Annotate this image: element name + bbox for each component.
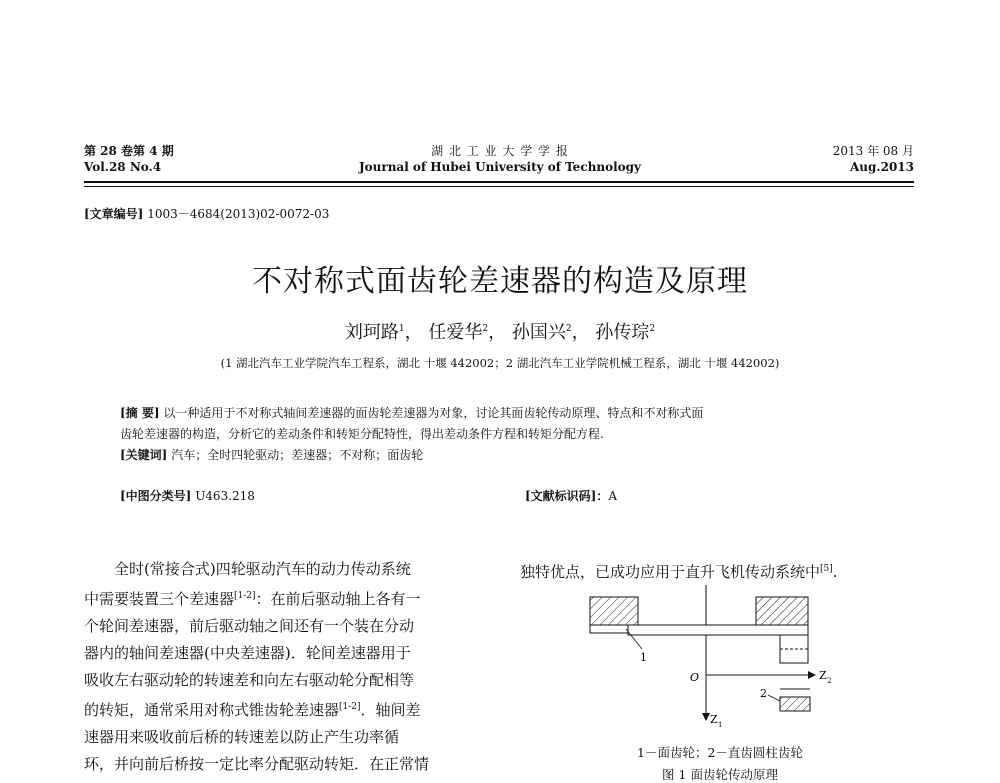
figure-label-z2-sub: 2 [827, 677, 832, 685]
abstract-text: 以一种适用于不对称式轴间差速器的面齿轮差速器为对象，讨论其面齿轮传动原理、特点和不对称式面 [163, 406, 704, 420]
figure-caption: 图 1 面齿轮传动原理 [662, 767, 778, 782]
author-separator: ， [571, 322, 590, 343]
body-line: 环，并向前后桥按一定比率分配驱动转矩．在正常情 [84, 755, 430, 773]
leader-line-2 [768, 695, 780, 701]
figure-label-z1-sub: 1 [718, 721, 723, 729]
face-gear-left [590, 597, 638, 625]
abstract [120, 403, 910, 466]
figure-label-2: 2 [760, 687, 767, 700]
abstract-line: 齿轮差速器的构造，分析它的差动条件和转矩分配特性，得出差动条件方程和转矩分配方程. [120, 427, 604, 441]
author-list [0, 318, 1000, 344]
keywords-value: 汽车；全时四轮驱动；差速器；不对称；面齿轮 [171, 448, 424, 462]
classification [120, 487, 255, 504]
face-gear-hub-left [590, 625, 628, 633]
body-text: ：在前后驱动轴上各有一 [255, 590, 421, 608]
author-name: 任爱华 [428, 322, 483, 343]
citation: [5] [820, 564, 833, 574]
figure-legend: 1－面齿轮；2－直齿圆柱齿轮 [637, 745, 803, 760]
citation: [1-2] [234, 591, 256, 601]
face-gear-plate [628, 625, 808, 635]
author-name: 孙国兴 [511, 322, 566, 343]
author-affil-sup: 2 [482, 324, 489, 334]
body-line [520, 556, 920, 586]
article-number [84, 205, 329, 222]
article-number-label: [文章编号] [84, 207, 144, 221]
author-name: 刘珂路 [344, 322, 399, 343]
body-right-column [520, 556, 920, 586]
citation: [1-2] [339, 702, 361, 712]
journal-name-en: Journal of Hubei University of Technology [358, 160, 642, 174]
author-name: 孙传琮 [595, 322, 650, 343]
z1-axis-arrow [702, 713, 710, 721]
face-gear-right [756, 597, 808, 625]
body-text: 的转矩，通常采用对称式锥齿轮差速器 [84, 701, 340, 719]
paper-title: 不对称式面齿轮差速器的构造及原理 [252, 264, 748, 299]
journal-name-cn: 湖 北 工 业 大 学 学 报 [431, 144, 569, 158]
volume-en: Vol.28 No.4 [84, 160, 162, 174]
body-text: 中需要装置三个差速器 [84, 590, 235, 608]
author-separator: ， [488, 322, 507, 343]
figure-label-1: 1 [640, 651, 647, 664]
author-affil-sup: 2 [649, 324, 656, 334]
keywords [120, 445, 910, 466]
body-line: 速器用来吸收前后桥的转速差以防止产生功率循 [84, 728, 400, 746]
body-text: . [832, 563, 838, 581]
document-code-value: A [608, 489, 618, 503]
spur-gear-upper [780, 635, 808, 663]
classification-label: [中图分类号] [120, 489, 192, 503]
body-line [84, 694, 486, 724]
header-rule-thick [84, 181, 914, 183]
z2-axis-arrow [808, 671, 816, 679]
body-line: 吸收左右驱动轮的转速差和向左右驱动轮分配相等 [84, 671, 415, 689]
document-code-label: [文献标识码]： [525, 489, 609, 503]
figure-label-z2: Z [819, 669, 827, 682]
body-line [84, 583, 486, 613]
author-affil-sup: 1 [398, 324, 405, 334]
author-separator: ， [404, 322, 423, 343]
affiliation: (1 湖北汽车工业学院汽车工程系，湖北 十堰 442002；2 湖北汽车工业学院机械工程系，湖北 十堰 442002) [220, 356, 780, 370]
date-en: Aug.2013 [849, 160, 914, 174]
author-affil-sup: 2 [565, 324, 572, 334]
abstract-line [120, 403, 910, 424]
spur-gear-lower [780, 697, 810, 711]
header-rule-thin [84, 186, 914, 187]
body-line: 个轮间差速器，前后驱动轴之间还有一个装在分动 [84, 617, 415, 635]
body-line: 器内的轴间差速器(中央差速器)．轮间差速器用于 [84, 644, 411, 662]
classification-value: U463.218 [195, 489, 255, 503]
face-gear-diagram [580, 585, 850, 735]
body-line: 全时(常接合式)四轮驱动汽车的动力传动系统 [114, 560, 411, 578]
body-text: 独特优点，已成功应用于直升飞机传动系统中 [520, 563, 821, 581]
document-code [525, 487, 617, 504]
abstract-label: [摘 要] [120, 406, 160, 420]
figure-label-z1: Z [710, 713, 718, 726]
figure-label-origin: O [690, 671, 700, 684]
keywords-label: [关键词] [120, 448, 168, 462]
body-left-column [84, 556, 486, 778]
date-cn: 2013 年 08 月 [832, 144, 914, 158]
article-number-value: 1003－4684(2013)02-0072-03 [147, 207, 330, 221]
volume-cn: 第 28 卷第 4 期 [84, 144, 174, 158]
body-text: ．轴间差 [360, 701, 421, 719]
